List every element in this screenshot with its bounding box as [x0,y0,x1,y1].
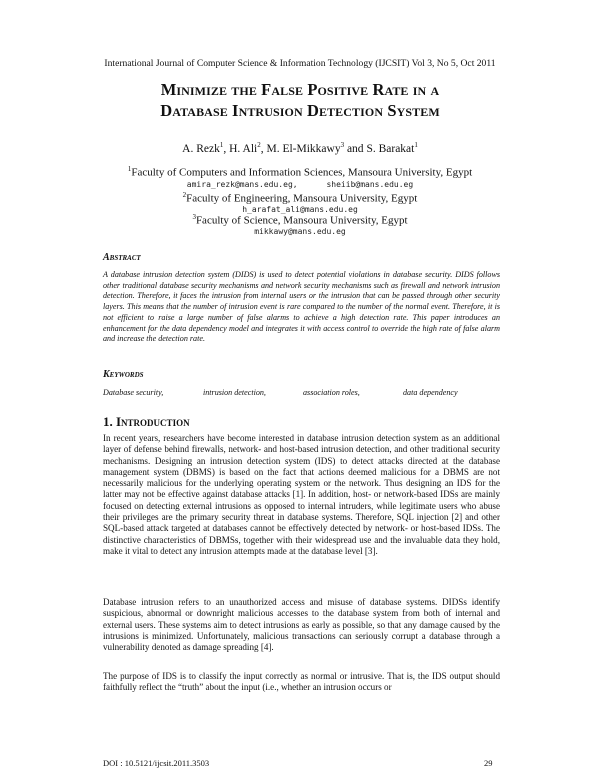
author-name: H. Ali [229,142,258,155]
affiliation-3 [0,213,600,227]
journal-header: International Journal of Computer Science & Information Technology (IJCSIT) Vol 3, No 5, Oct 2011 [104,58,496,69]
email-address: amira_rezk@mans.edu.eg, [186,180,298,189]
author-affiliation-mark: 2 [257,141,261,149]
author-affiliation-mark: 3 [340,141,345,149]
author-affiliation-mark: 1 [414,141,418,149]
author-name: A. Rezk [182,142,220,155]
email-address: mikkawy@mans.edu.eg [254,227,346,236]
affiliation-text: Faculty of Computers and Information Sciences, Mansoura University, Egypt [131,166,473,179]
author-name: S. Barakat [366,142,415,155]
abstract-heading: Abstract [103,252,141,263]
keyword: Database security, [103,388,164,397]
affiliation-2 [0,191,600,205]
keyword: intrusion detection, [203,388,266,397]
affiliation-mark: 2 [182,191,187,199]
email-address: sheiib@mans.edu.eg [326,180,414,189]
paper-title-line-2: Database Intrusion Detection System [160,101,440,120]
affiliation-mark: 1 [127,165,132,173]
affiliation-text: Faculty of Engineering, Mansoura University, Egypt [186,192,418,205]
keyword: data dependency [403,388,458,397]
affiliation-1 [0,165,600,179]
keywords-heading: Keywords [103,369,144,380]
author-affiliation-mark: 1 [219,141,224,149]
email-address: h_arafat_ali@mans.edu.eg [242,205,358,214]
paragraph: Database intrusion refers to an unauthorized access and misuse of database systems. DIDSs identify suspicious, abnormal or downright malicious accesses to the database system from both of internal and external users. These systems aim to detect intrusions as early as possible, so that any damage caused by the intrusions is minimized. Unfortunately, malicious transactions can seriously corrupt a database through a vulnerability denoted as damage spreading [4]. [103,597,500,653]
author-name: M. El-Mikkawy [266,142,341,155]
page-number: 29 [484,758,493,768]
paragraph: The purpose of IDS is to classify the input correctly as normal or intrusive. That is, the IDS output should faithfully reflect the “truth” about the input (i.e., whether an intrusion occurs or [103,671,500,693]
paragraph: In recent years, researchers have become interested in database intrusion detection system as an additional layer of defense behind firewalls, network- and host-based intrusion detection, and other traditional security mechanisms. Designing an intrusion detection system (IDS) to detect attacks directed at the database management system (DBMS) is based on the fact that actions deemed malicious for a DBMS are not necessarily malicious for the underlying operating system or the network. Thus designing an IDS for the latter may not be effective against database attacks [1]. In addition, host- or network-based IDSs are mainly focused on detecting external intrusions as opposed to internal intruders, while legitimate users who abuse their privileges are the primary security threat in database systems. Therefore, SQL injection [2] and other SQL-based attack targeted at databases cannot be effectively detected by network- or host-based IDSs. The distinctive characteristics of DBMSs, together with their widespread use and the invaluable data they hold, make it vital to detect any intrusion attempts made at the database level [3]. [103,433,500,556]
affiliation-mark: 3 [192,213,196,221]
paper-title-line-1: Minimize the False Positive Rate in a [160,80,440,99]
email-line-1 [0,180,600,189]
author-list: A. Rezk$^1$, H. Ali$^2$, M. El-Mikkawy$^3$ and S. Barakat$^1$ [182,141,418,155]
affiliation-text: Faculty of Science, Mansoura University, Egypt [195,214,408,227]
footer-doi: DOI : 10.5121/ijcsit.2011.3503 [103,758,210,768]
section-heading-introduction: 1. Introduction [103,414,190,429]
abstract-text: A database intrusion detection system (DIDS) is used to detect potential violations in database security. DIDS follows other traditional database security mechanisms and network security mechanisms such as firewall and network intrusion detection. Therefore, it faces the intrusion from internal users or the intrusion that can be passed through other security layers. This means that the number of intrusion event is rare compared to the number of the normal event. Therefore, it is not efficient to raise a large number of false alarms to achieve a high detection rate. This paper introduces an enhancement for the data dependency model and integrates it with access control to override the high rate of false alarm and increase the detection rate. [103,270,500,344]
keyword: association roles, [303,388,360,397]
